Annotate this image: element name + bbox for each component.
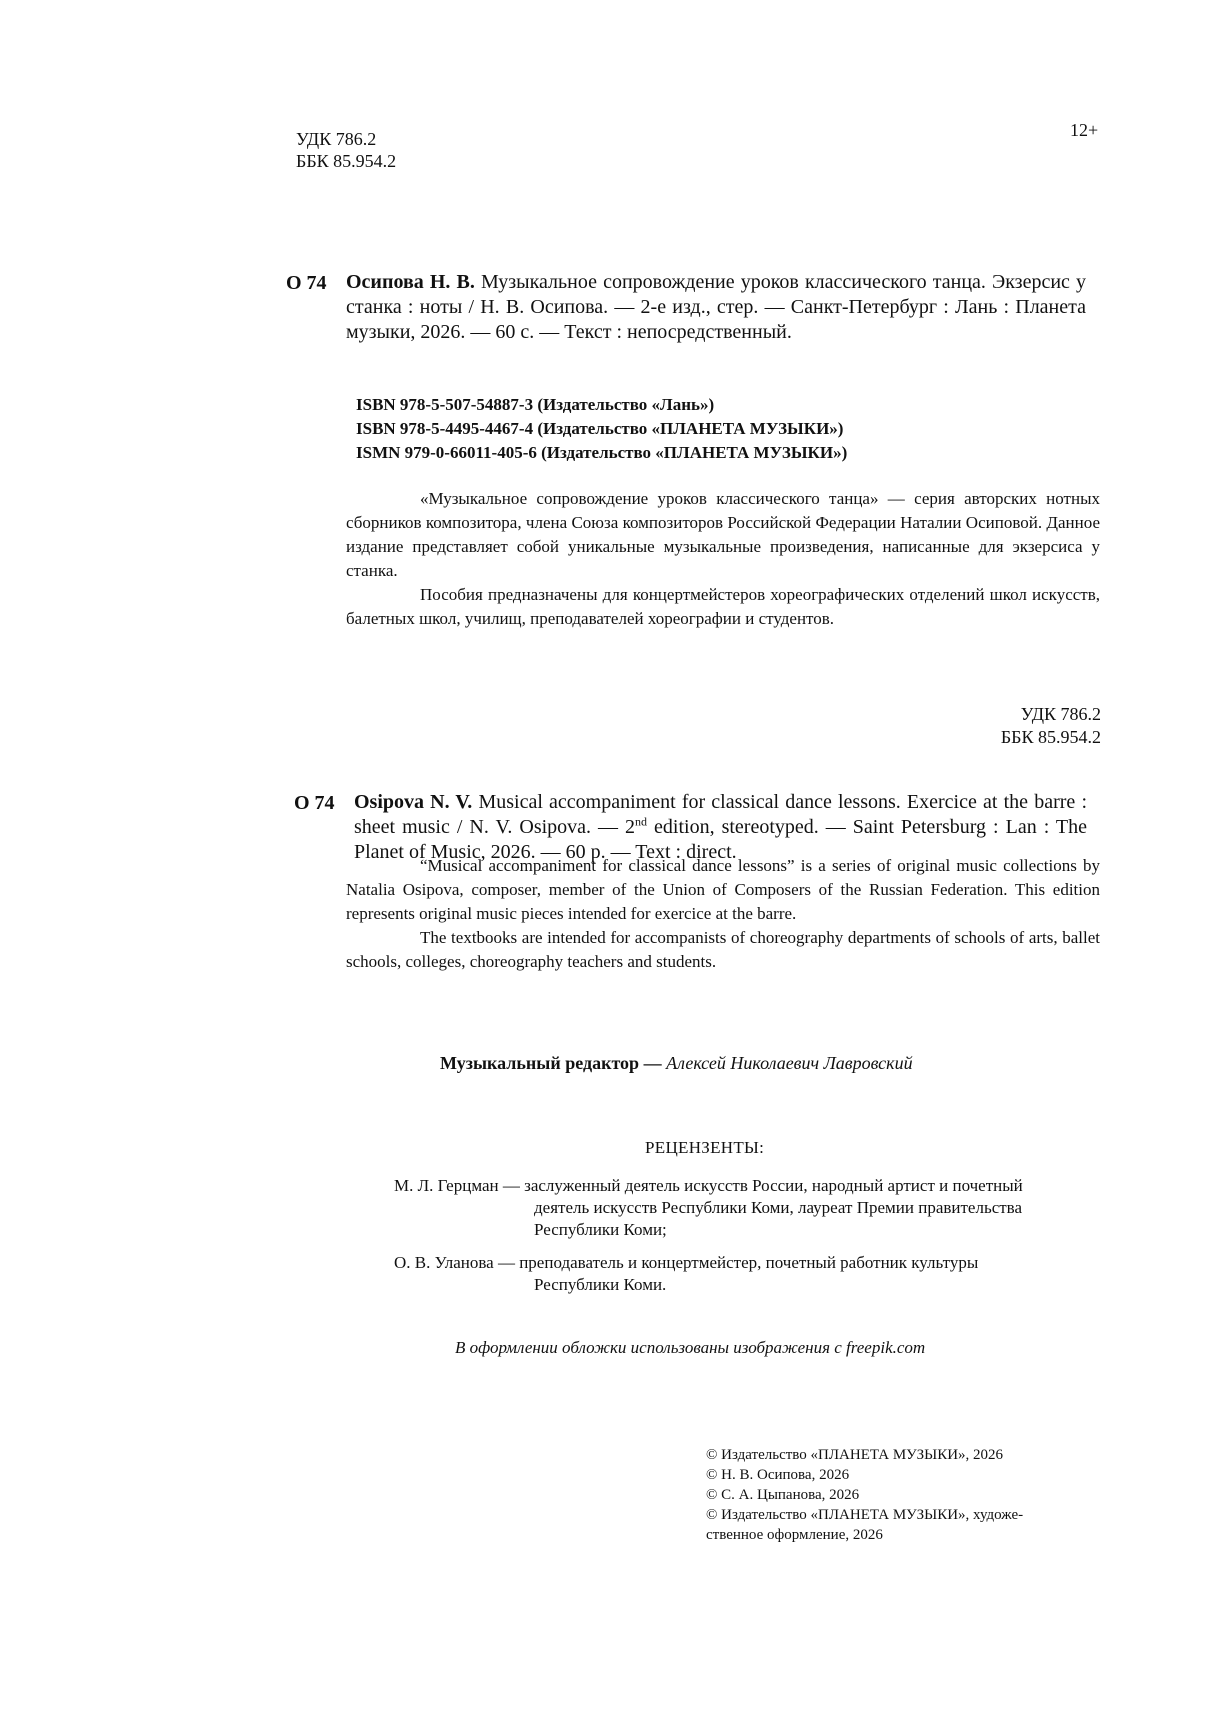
reviewer-line: деятель искусств Республики Коми, лауреат Премии правительства [534, 1198, 1023, 1217]
en-entry-text-before: Musical accompaniment for classical dance lessons. Exercice at the barre : sheet music / N. V. Osipova. — 2 [354, 791, 1088, 838]
copyright-line: © Н. В. Осипова, 2026 [706, 1467, 850, 1483]
udk-code-right: УДК 786.2 [1020, 704, 1101, 724]
cover-image-credit: В оформлении обложки использованы изображения с freepik.com [455, 1338, 926, 1357]
reviewers-title: РЕЦЕНЗЕНТЫ: [645, 1138, 765, 1157]
ismn-planet: ISMN 979-0-66011-405-6 (Издательство «ПЛАНЕТА МУЗЫКИ») [356, 443, 848, 462]
en-entry-text-after: edition, stereotyped. — Saint Petersburg : Lan : The Planet of Music, 2026. — 60 p. — Text : direct. [354, 816, 1087, 863]
ru-annotation-paragraph: «Музыкальное сопровождение уроков классического танца» — серия авторских нотных сборников композитора, члена Союза композиторов Российской Федерации Наталии Осиповой. Данное издание представляет собой уникальные музыкальные произведения, написанные для экзерсиса у станка. [346, 489, 1100, 580]
en-annotation [346, 854, 1100, 974]
age-rating: 12+ [1070, 120, 1099, 140]
en-entry-superscript: nd [635, 814, 648, 829]
editor-role: Музыкальный редактор — [440, 1053, 662, 1073]
copyright-line: ственное оформление, 2026 [706, 1527, 883, 1543]
reviewer-item [394, 1175, 1114, 1241]
reviewer-item [394, 1252, 1114, 1296]
copyright-line: © С. А. Цыпанова, 2026 [706, 1487, 860, 1503]
music-editor [440, 1053, 913, 1074]
ru-entry-author: Осипова Н. В. [346, 271, 475, 293]
ru-entry-code: О 74 [286, 272, 327, 294]
ru-annotation [346, 487, 1100, 631]
ru-entry-text: Музыкальное сопровождение уроков классического танца. Экзерсис у станка : ноты / Н. В. Осипова. — 2-е изд., стер. — Санкт-Петербург : Лань : Планета музыки, 2026. — 60 с. — Текст : непосредственный. [346, 271, 1086, 343]
ru-bibliographic-entry [346, 270, 1086, 345]
isbn-list [356, 393, 847, 465]
isbn-lan: ISBN 978-5-507-54887-3 (Издательство «Лань») [356, 395, 715, 414]
isbn-planet: ISBN 978-5-4495-4467-4 (Издательство «ПЛАНЕТА МУЗЫКИ») [356, 419, 844, 438]
en-annotation-paragraph: The textbooks are intended for accompanists of choreography departments of schools of arts, ballet schools, colleges, choreography teachers and students. [346, 928, 1100, 971]
udk-code: УДК 786.2 [296, 129, 377, 149]
reviewer-line: М. Л. Герцман — заслуженный деятель искусств России, народный артист и почетный [394, 1176, 1023, 1195]
en-entry-author: Osipova N. V. [354, 791, 473, 813]
reviewer-line: Республики Коми; [534, 1220, 667, 1239]
bbk-code: ББК 85.954.2 [296, 151, 397, 171]
classification-right [950, 703, 1101, 749]
copyright-line: © Издательство «ПЛАНЕТА МУЗЫКИ», художе- [706, 1507, 1024, 1523]
en-annotation-paragraph: “Musical accompaniment for classical dance lessons” is a series of original music collections by Natalia Osipova, composer, member of the Union of Composers of the Russian Federation. This edition represents original music pieces intended for exercice at the barre. [346, 856, 1100, 923]
bbk-code-right: ББК 85.954.2 [1000, 727, 1101, 747]
copyright-block [706, 1445, 1023, 1545]
reviewer-line: О. В. Уланова — преподаватель и концертмейстер, почетный работник культуры [394, 1253, 979, 1272]
ru-annotation-paragraph: Пособия предназначены для концертмейстеров хореографических отделений школ искусств, балетных школ, училищ, преподавателей хореографии и студентов. [346, 585, 1100, 628]
classification-header [296, 128, 396, 172]
copyright-line: © Издательство «ПЛАНЕТА МУЗЫКИ», 2026 [706, 1447, 1004, 1463]
editor-name: Алексей Николаевич Лавровский [666, 1053, 913, 1073]
reviewer-line: Республики Коми. [534, 1275, 667, 1294]
en-entry-code: O 74 [294, 792, 335, 814]
